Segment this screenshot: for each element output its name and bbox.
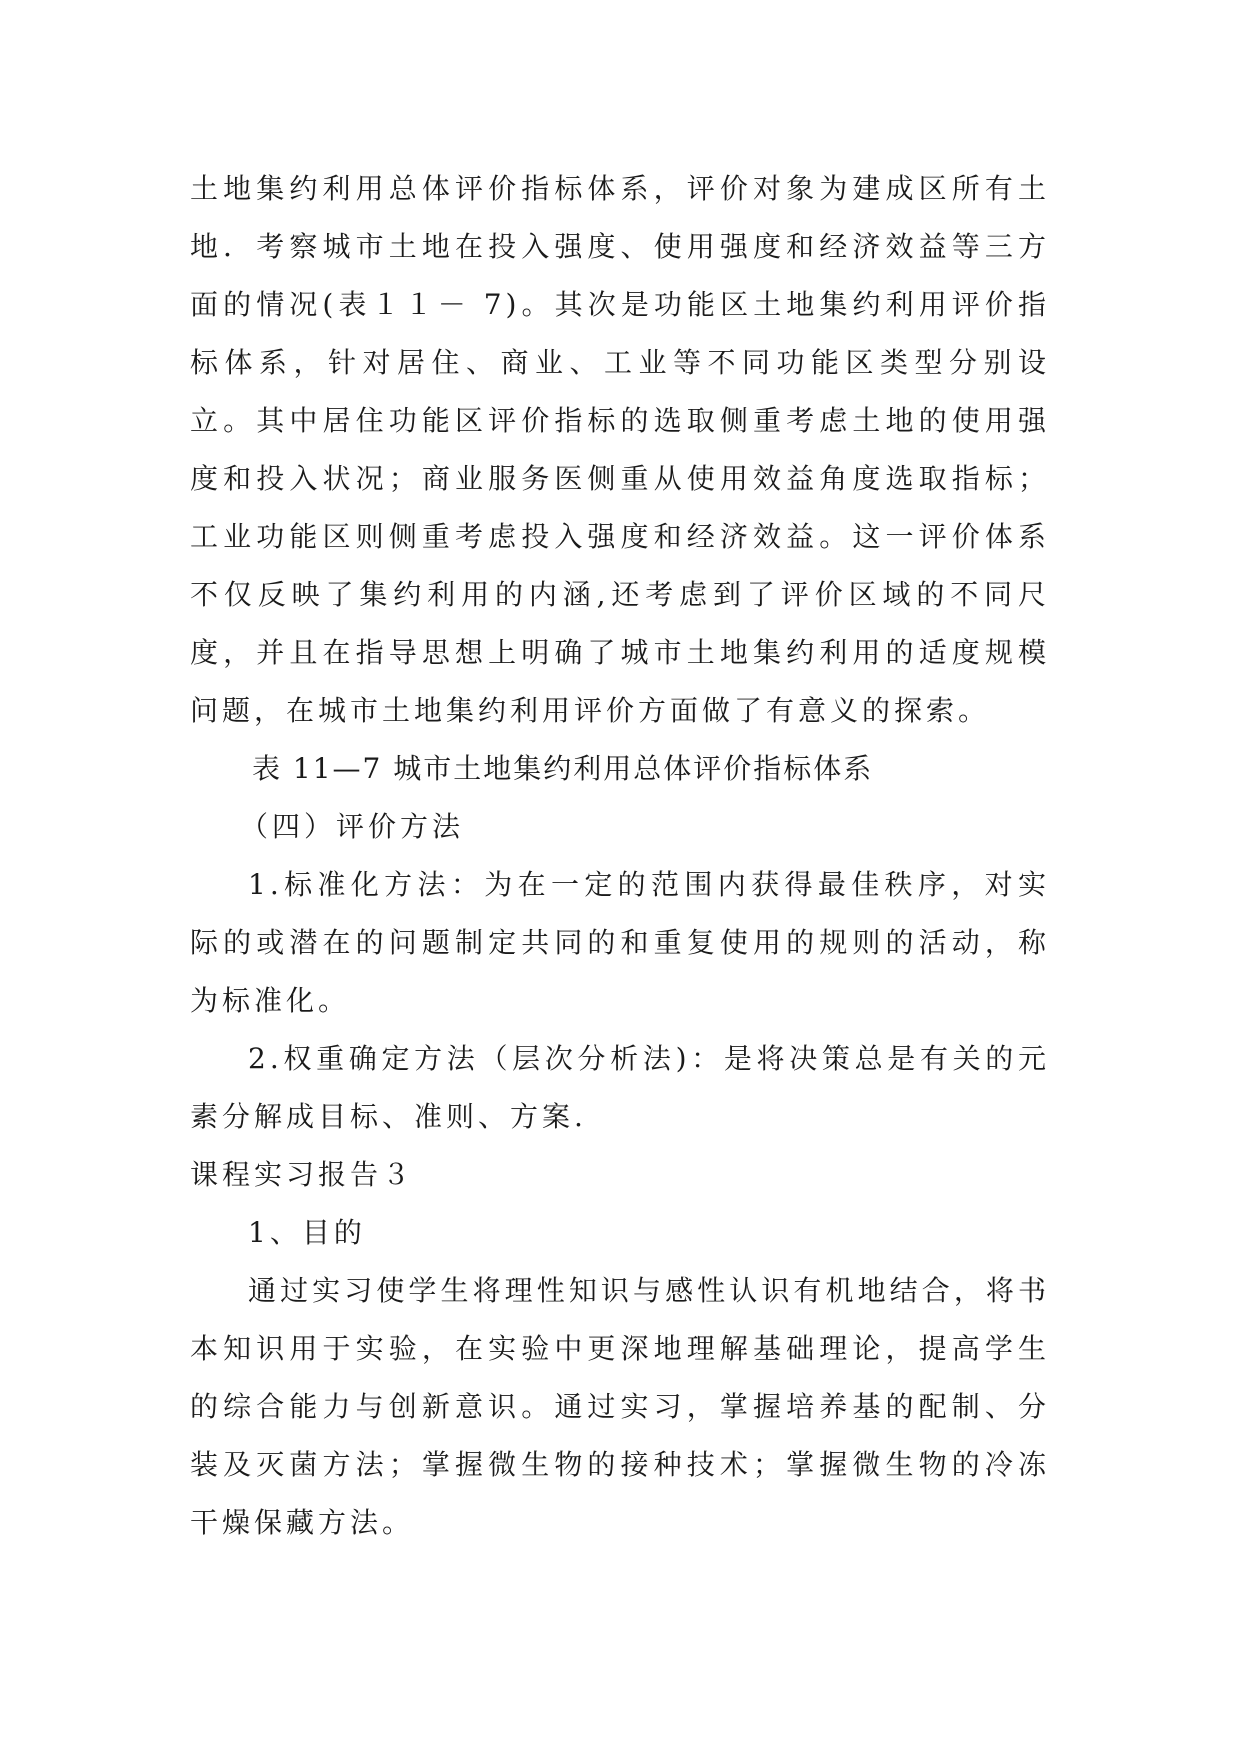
section-heading-methods: （四）评价方法 xyxy=(240,810,465,843)
paragraph-weighting: 2.权重确定方法（层次分析法)：是将决策总是有关的元素分解成目标、准则、方案. xyxy=(190,1042,1050,1133)
paragraph-land-evaluation: 土地集约利用总体评价指标体系，评价对象为建成区所有土地．考察城市土地在投入强度、使用强度和经济效益等三方面的情况(表１１－ 7)。其次是功能区土地集约利用评价指标体系，针对居住、商业、工业等不同功能区类型分别设立。其中居住功能区评价指标的选取侧重考虑土地的使用强度和投入状况；商业服务医侧重从使用效益角度选取指标；工业功能区则侧重考虑投入强度和经济效益。这一评价体系不仅反映了集约利用的内涵,还考虑到了评价区域的不同尺度，并且在指导思想上明确了城市土地集约利用的适度规模问题，在城市土地集约利用评价方面做了有意义的探索。 xyxy=(190,172,1050,727)
paragraph-purpose: 通过实习使学生将理性知识与感性认识有机地结合，将书本知识用于实验，在实验中更深地理解基础理论，提高学生的综合能力与创新意识。通过实习，掌握培养基的配制、分装及灭菌方法；掌握微生物的接种技术；掌握微生物的冷冻干燥保藏方法。 xyxy=(190,1274,1050,1539)
table-caption: 表 11—7 城市土地集约利用总体评价指标体系 xyxy=(252,752,874,785)
document-body xyxy=(190,160,1050,1552)
section-heading-purpose: 1、目的 xyxy=(248,1216,366,1249)
paragraph-standardization: 1.标准化方法：为在一定的范围内获得最佳秩序，对实际的或潜在的问题制定共同的和重复使用的规则的活动，称为标准化。 xyxy=(190,868,1050,1017)
report-title: 课程实习报告３ xyxy=(190,1158,415,1191)
